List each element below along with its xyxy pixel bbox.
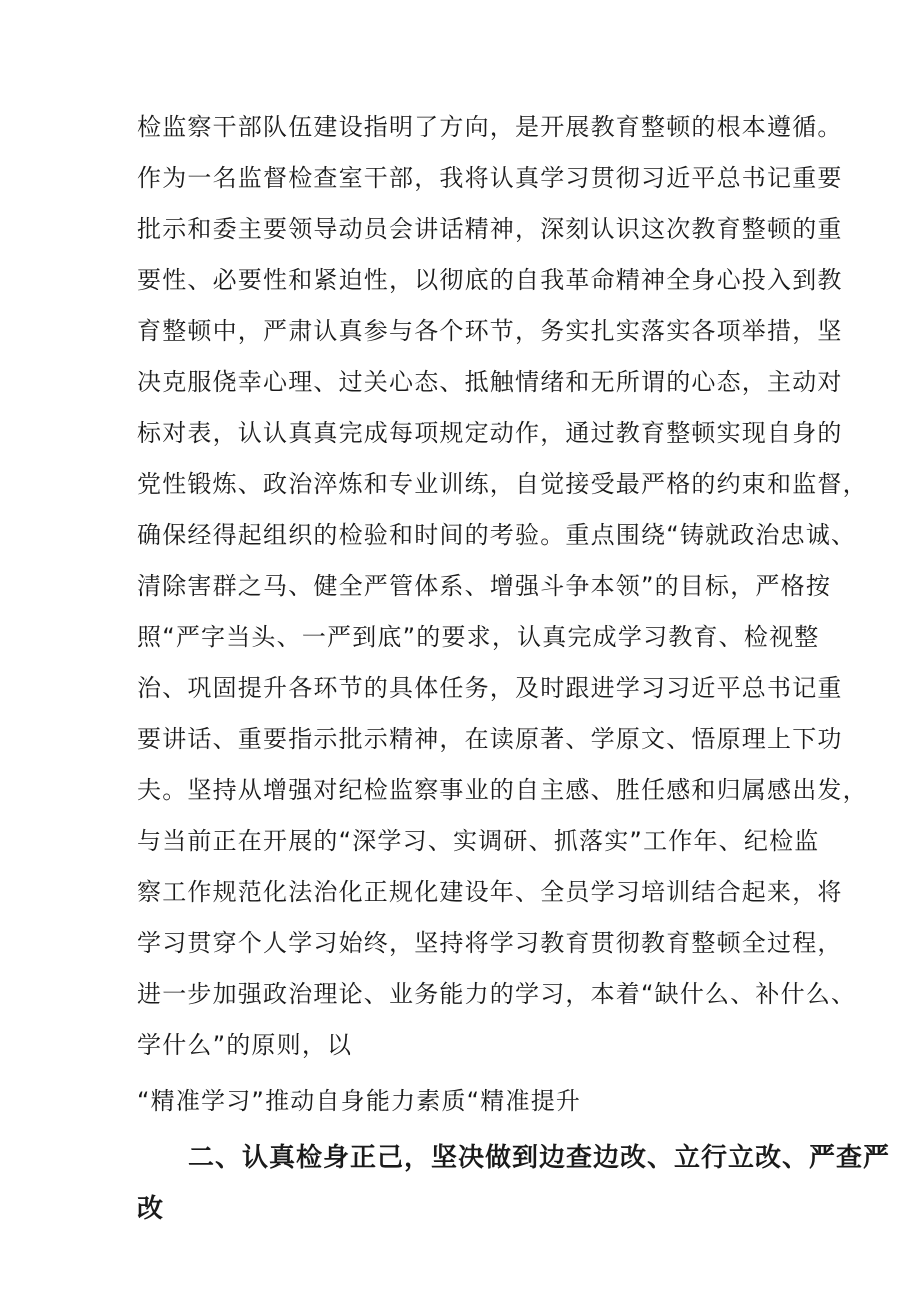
paragraph-line: 要性、必要性和紧迫性，以彻底的自我革命精神全身心投入到教 <box>137 266 843 294</box>
paragraph-line: 标对表，认认真真完成每项规定动作，通过教育整顿实现自身的 <box>137 419 843 447</box>
paragraph-line: 党性锻炼、政治淬炼和专业训练，自觉接受最严格的约束和监督， <box>137 470 868 498</box>
paragraph-line: 学什么”的原则，以 <box>137 1031 353 1059</box>
paragraph-line: 确保经得起组织的检验和时间的考验。重点围绕“铸就政治忠诚、 <box>137 521 857 549</box>
paragraph-line: 批示和委主要领导动员会讲话精神，深刻认识这次教育整顿的重 <box>137 215 843 243</box>
paragraph-line: 治、巩固提升各环节的具体任务，及时跟进学习习近平总书记重 <box>137 674 843 702</box>
paragraph-line: 照“严字当头、一严到底”的要求，认真完成学习教育、检视整 <box>137 623 820 651</box>
paragraph-line: 作为一名监督检查室干部，我将认真学习贯彻习近平总书记重要 <box>137 164 843 192</box>
paragraph-line: 清除害群之马、健全严管体系、增强斗争本领”的目标，严格按 <box>137 572 832 600</box>
paragraph-line: 察工作规范化法治化正规化建设年、全员学习培训结合起来，将 <box>137 878 843 906</box>
paragraph-line: 决克服侥幸心理、过关心态、抵触情绪和无所谓的心态，主动对 <box>137 368 843 396</box>
paragraph-line: 检监察干部队伍建设指明了方向，是开展教育整顿的根本遵循。 <box>137 113 843 141</box>
section-heading-continuation: 改 <box>137 1194 165 1224</box>
paragraph-line: 要讲话、重要指示批示精神，在读原著、学原文、悟原理上下功 <box>137 725 843 753</box>
paragraph-line: 夫。坚持从增强对纪检监察事业的自主感、胜任感和归属感出发， <box>137 776 868 804</box>
paragraph-line: “精准学习”推动自身能力素质“精准提升 <box>137 1087 582 1115</box>
paragraph-line: 学习贯穿个人学习始终，坚持将学习教育贯彻教育整顿全过程， <box>137 929 843 957</box>
paragraph-line: 进一步加强政治理论、业务能力的学习，本着“缺什么、补什么、 <box>137 980 857 1008</box>
paragraph-line: 育整顿中，严肃认真参与各个环节，务实扎实落实各项举措，坚 <box>137 317 843 345</box>
paragraph-line: 与当前正在开展的“深学习、实调研、抓落实”工作年、纪检监 <box>137 827 820 855</box>
section-heading: 二、认真检身正己，坚决做到边查边改、立行立改、严查严 <box>188 1143 891 1173</box>
